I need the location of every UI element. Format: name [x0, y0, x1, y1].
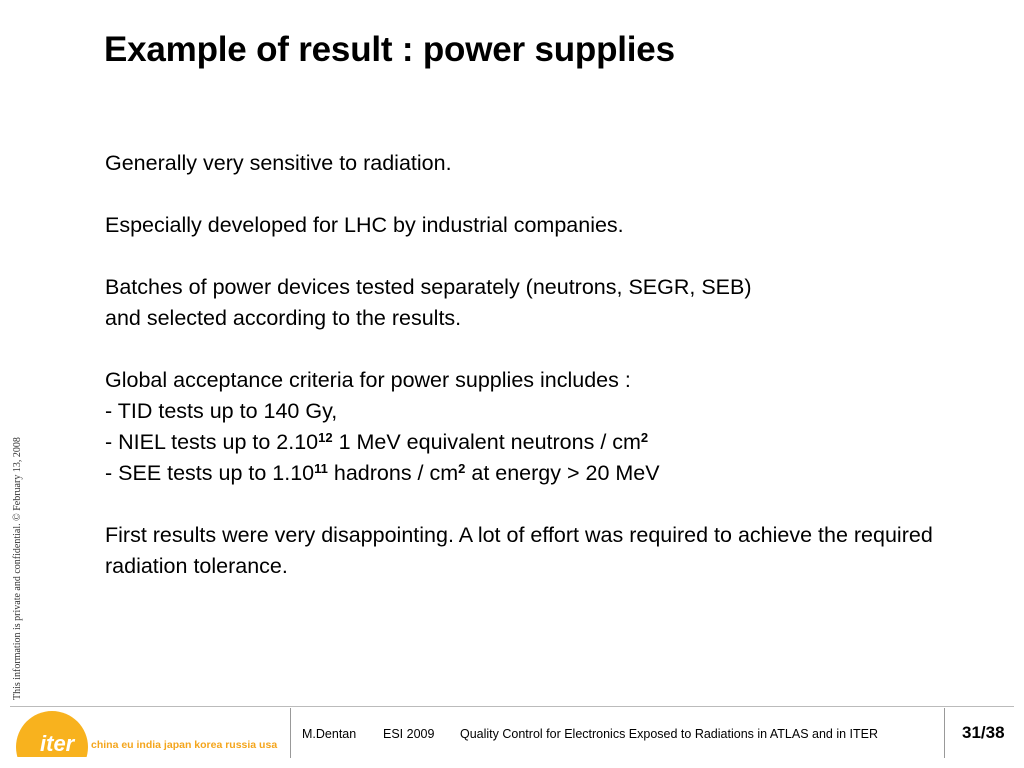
batches-line-1: Batches of power devices tested separately (neutrons, SEGR, SEB) — [105, 275, 752, 299]
sensitivity-text: Generally very sensitive to radiation. — [105, 151, 452, 175]
footer-separator-left — [290, 708, 291, 758]
footer-talk-title: Quality Control for Electronics Exposed to Radiations in ATLAS and in ITER — [460, 727, 879, 741]
slide-body — [105, 148, 985, 582]
batches-line-2: and selected according to the results. — [105, 306, 462, 330]
confidential-notice: This information is private and confidential. © February 13, 2008 — [12, 437, 23, 700]
criteria-heading: Global acceptance criteria for power supplies includes : — [105, 368, 631, 392]
footer-divider — [10, 706, 1014, 707]
niel-text-b: 1 MeV equivalent neutrons / cm — [332, 430, 641, 454]
paragraph-lhc — [105, 210, 985, 241]
see-text-a: - SEE tests up to 1.10 — [105, 461, 315, 485]
criteria-see — [105, 458, 985, 489]
lhc-text: Especially developed for LHC by industrial companies. — [105, 213, 624, 237]
footer-event: ESI 2009 — [383, 727, 435, 741]
footer-author: M.Dentan — [302, 727, 357, 741]
see-text-b: hadrons / cm — [327, 461, 459, 485]
criteria-tid: - TID tests up to 140 Gy, — [105, 399, 338, 423]
footer-separator-right — [944, 708, 945, 758]
iter-logo — [14, 711, 294, 757]
see-unit-exponent: 2 — [458, 460, 466, 476]
niel-text-a: - NIEL tests up to 2.10 — [105, 430, 319, 454]
logo-tagline: china eu india japan korea russia usa — [91, 739, 278, 751]
criteria-niel — [105, 427, 985, 458]
niel-unit-exponent: 2 — [640, 429, 649, 445]
paragraph-sensitivity — [105, 148, 985, 179]
page-number: 31/38 — [962, 723, 1005, 742]
results-text: First results were very disappointing. A lot of effort was required to achieve the required radiation tolerance. — [105, 523, 933, 578]
see-exponent: 11 — [314, 460, 328, 476]
slide-title: Example of result : power supplies — [104, 30, 675, 69]
logo-wordmark: iter — [40, 731, 75, 756]
see-text-c: at energy > 20 MeV — [465, 461, 660, 485]
paragraph-batches — [105, 272, 985, 334]
paragraph-criteria — [105, 365, 985, 489]
niel-exponent: 12 — [318, 429, 333, 445]
paragraph-results — [105, 520, 985, 582]
